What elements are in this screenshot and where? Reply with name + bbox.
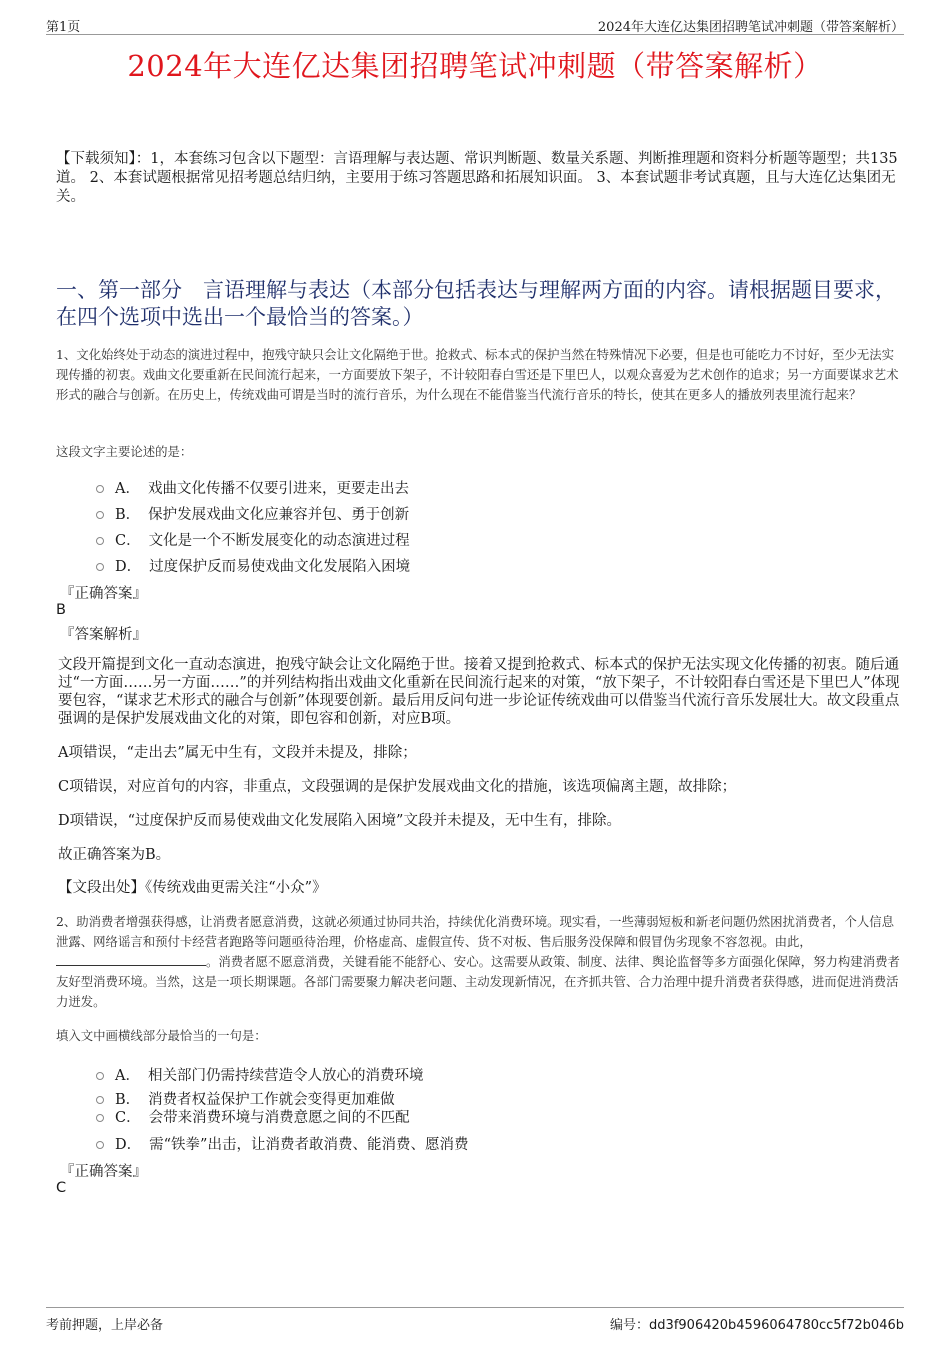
- footer-code-label: 编号：: [610, 1318, 650, 1333]
- q2-text-after: 。消费者愿不愿意消费，关键看能不能舒心、安心。这需要从政策、制度、法律、舆论监督等多方面强化保障，努力构建消费者友好型消费环境。当然，这是一项长期课题。各部门需要聚力解决老问题、主动发现新情况，在齐抓共管、合力治理中提升消费者获得感，进而促进消费活力迸发。: [56, 954, 900, 1009]
- page-title: 2024年大连亿达集团招聘笔试冲刺题（带答案解析）: [127, 49, 823, 83]
- option-letter: C．: [115, 533, 141, 549]
- fill-blank: [56, 953, 206, 966]
- q2-option-d[interactable]: [96, 1133, 468, 1154]
- option-letter: A．: [115, 1068, 140, 1084]
- footer-slogan: 考前押题，上岸必备: [46, 1318, 164, 1333]
- q2-text-before: 2、助消费者增强获得感，让消费者愿意消费，这就必须通过协同共治，持续优化消费环境。现实看，一些薄弱短板和新老问题仍然困扰消费者，个人信息泄露、网络谣言和预付卡经营者跑路等问题亟待治理，价格虚高、虚假宣传、货不对板、售后服务没保障和假冒伪劣现象不容忽视。由此，: [56, 914, 895, 949]
- radio-icon[interactable]: [96, 1114, 104, 1122]
- section-heading: 一、第一部分 言语理解与表达（本部分包括表达与理解两方面的内容。请根据题目要求，在四个选项中选出一个最恰当的答案。）: [56, 278, 896, 329]
- q1-option-d[interactable]: [96, 555, 410, 576]
- page-number: 第1页: [46, 20, 81, 35]
- q1-option-c[interactable]: [96, 529, 410, 550]
- q2-option-c[interactable]: [96, 1106, 410, 1127]
- footer-code-value: dd3f906420b4596064780cc5f72b046b: [649, 1318, 904, 1333]
- option-letter: B．: [115, 507, 141, 523]
- radio-icon[interactable]: [96, 537, 104, 545]
- footer-divider: [46, 1307, 904, 1308]
- q1-note-d: D项错误，“过度保护反而易使戏曲文化发展陷入困境”文段并未提及，无中生有，排除。: [58, 813, 621, 829]
- footer-code: [610, 1314, 904, 1333]
- question-2-prompt: 填入文中画横线部分最恰当的一句是：: [56, 1028, 267, 1043]
- option-text: 相关部门仍需持续营造令人放心的消费环境: [147, 1068, 424, 1084]
- option-letter: C．: [115, 1110, 141, 1126]
- q2-option-a[interactable]: [96, 1064, 423, 1085]
- q1-option-b[interactable]: [96, 503, 409, 524]
- option-text: 过度保护反而易使戏曲文化发展陷入困境: [149, 559, 411, 575]
- option-letter: B．: [115, 1092, 141, 1108]
- option-letter: D．: [115, 559, 142, 575]
- option-text: 戏曲文化传播不仅要引进来，更要走出去: [147, 481, 409, 497]
- option-text: 需“铁拳”出击，让消费者敢消费、能消费、愿消费: [149, 1137, 469, 1153]
- question-1-prompt: 这段文字主要论述的是：: [56, 444, 193, 459]
- header-divider: [46, 34, 904, 35]
- q1-option-a[interactable]: [96, 477, 409, 498]
- option-text: 保护发展戏曲文化应兼容并包、勇于创新: [148, 507, 410, 523]
- option-text: 文化是一个不断发展变化的动态演进过程: [148, 533, 410, 549]
- radio-icon[interactable]: [96, 563, 104, 571]
- radio-icon[interactable]: [96, 1141, 104, 1149]
- option-text: 消费者权益保护工作就会变得更加难做: [148, 1092, 395, 1108]
- q1-analysis-label: 『答案解析』: [60, 627, 147, 643]
- radio-icon[interactable]: [96, 1072, 104, 1080]
- option-text: 会带来消费环境与消费意愿之间的不匹配: [148, 1110, 410, 1126]
- q1-note-a: A项错误，“走出去”属无中生有，文段并未提及，排除；: [58, 745, 417, 761]
- radio-icon[interactable]: [96, 511, 104, 519]
- q1-note-c: C项错误，对应首句的内容，非重点，文段强调的是保护发展戏曲文化的措施，该选项偏离主题，故排除；: [58, 779, 737, 795]
- q1-answer: B: [56, 602, 66, 618]
- download-notice: 【下载须知】：1，本套练习包含以下题型：言语理解与表达题、常识判断题、数量关系题、判断推理题和资料分析题等题型；共135道。 2、本套试题根据常见招考题总结归纳，主要用于练习答题思路和拓展知识面。 3、本套试题非考试真题，且与大连亿达集团无关。: [56, 151, 898, 205]
- option-letter: A．: [115, 481, 140, 497]
- q2-answer: C: [56, 1180, 67, 1196]
- question-1-text: 1、文化始终处于动态的演进过程中，抱残守缺只会让文化隔绝于世。抢救式、标本式的保护当然在特殊情况下必要，但是也可能吃力不讨好，至少无法实现传播的初衷。戏曲文化要重新在民间流行起来，一方面要放下架子，不计较阳春白雪还是下里巴人，以观众喜爱为艺术创作的追求；另一方面要谋求艺术形式的融合与创新。在历史上，传统戏曲可谓是当时的流行音乐，为什么现在不能借鉴当代流行音乐的特长，使其在更多人的播放列表里流行起来？: [56, 347, 899, 402]
- q2-answer-label: 『正确答案』: [60, 1164, 147, 1180]
- q1-source: 【文段出处】《传统戏曲更需关注“小众”》: [58, 880, 327, 896]
- q1-analysis: 文段开篇提到文化一直动态演进，抱残守缺会让文化隔绝于世。接着又提到抢救式、标本式的保护无法实现文化传播的初衷。随后通过“一方面……另一方面……”的并列结构指出戏曲文化重新在民间流行起来的对策，“放下架子，不计较阳春白雪还是下里巴人”体现要包容，“谋求艺术形式的融合与创新”体现要创新。最后用反问句进一步论证传统戏曲可以借鉴当代流行音乐发展壮大。故文段重点强调的是保护发展戏曲文化的对策，即包容和创新，对应B项。: [58, 657, 900, 727]
- radio-icon[interactable]: [96, 1096, 104, 1104]
- radio-icon[interactable]: [96, 485, 104, 493]
- option-letter: D．: [115, 1137, 142, 1153]
- question-2-text: [56, 912, 901, 1012]
- q1-conclusion: 故正确答案为B。: [58, 847, 171, 863]
- q1-answer-label: 『正确答案』: [60, 586, 147, 602]
- header-doc-title: 2024年大连亿达集团招聘笔试冲刺题（带答案解析）: [597, 20, 904, 35]
